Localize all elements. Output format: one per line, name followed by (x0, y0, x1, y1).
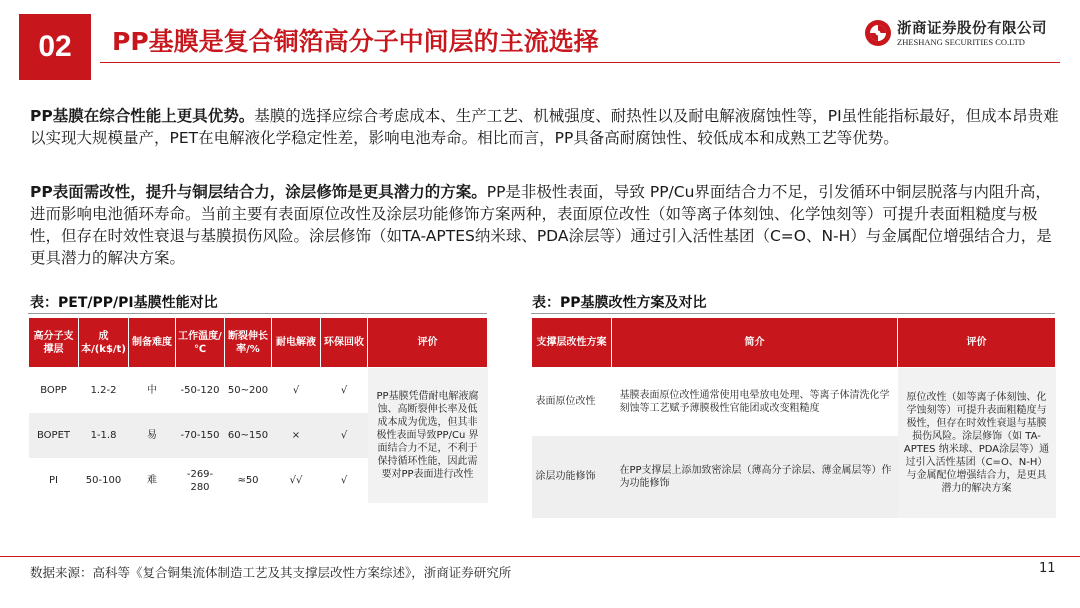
page-title: PP基膜是复合铜箔高分子中间层的主流选择 (112, 27, 599, 56)
table-row (532, 368, 1056, 436)
table-cell: √ (340, 385, 348, 396)
table-cell: BOPP (40, 385, 67, 396)
column-header: 评价 (368, 318, 488, 368)
table-cell: 涂层功能修饰 (532, 436, 612, 518)
table-cell: BOPET (29, 413, 79, 458)
footer-divider (0, 556, 1080, 557)
column-header: 工作温度/℃ (176, 318, 225, 368)
column-header: 评价 (898, 318, 1056, 368)
title-divider (100, 62, 1060, 63)
table-cell: 难 (147, 475, 157, 486)
column-header: 支撑层改性方案 (532, 318, 612, 368)
film-performance-table (28, 317, 488, 503)
table-row (29, 368, 488, 414)
paragraph-lead: PP基膜在综合性能上更具优势。 (30, 107, 255, 125)
table-cell: √√ (289, 475, 303, 486)
table-cell: 60~150 (225, 413, 272, 458)
paragraph-lead: PP表面需改性，提升与铜层结合力，涂层修饰是更具潜力的方案。 (30, 183, 487, 201)
paragraph-pp-advantage (30, 105, 1060, 149)
table2-caption: 表：PP基膜改性方案及对比 (532, 295, 707, 311)
table-cell: √ (340, 475, 348, 486)
section-number-badge: 02 (19, 14, 91, 80)
column-header: 制备难度 (129, 318, 176, 368)
data-source-note: 数据来源：高科等《复合铜集流体制造工艺及其支撑层改性方案综述》，浙商证券研究所 (30, 565, 512, 580)
table-cell: 1.2-2 (90, 385, 117, 396)
column-header: 简介 (612, 318, 898, 368)
logo-english-name: ZHESHANG SECURITIES CO.LTD (897, 37, 1025, 47)
column-header: 环保回收 (321, 318, 368, 368)
table-cell: 易 (129, 413, 176, 458)
company-logo (864, 17, 1064, 55)
modification-scheme-table (531, 317, 1056, 518)
column-header: 断裂伸长率/% (225, 318, 272, 368)
table-cell: 50-100 (85, 475, 122, 486)
table-cell: 1-1.8 (79, 413, 129, 458)
evaluation-cell: 原位改性（如等离子体刻蚀、化学蚀刻等）可提升表面粗糙度与极性，但存在时效性衰退与基膜损伤风险。涂层修饰（如 TA-APTES 纳米球、PDA涂层等）通过引入活性基团（C=O、N-H）与金属配位增强结合力，是更具潜力的解决方案 (898, 368, 1056, 518)
table-cell: -269-280 (186, 468, 214, 493)
table-cell: 50~200 (227, 385, 269, 396)
paragraph-surface-modification (30, 181, 1060, 269)
logo-chinese-name: 浙商证券股份有限公司 (897, 21, 1047, 37)
column-header: 高分子支撑层 (29, 318, 79, 368)
column-header: 成本/(k$/t) (79, 318, 129, 368)
table-cell: √ (292, 385, 300, 396)
table-cell: × (272, 413, 321, 458)
table-cell: -70-150 (176, 413, 225, 458)
paragraph-body: PP是非极性表面，导致 PP/Cu界面结合力不足，引发循环中铜层脱落与内阻升高，进而影响电池循环寿命。当前主要有表面原位改性及涂层功能修饰方案两种，表面原位改性（如等离子体刻蚀、化学蚀刻等）可提升表面粗糙度与极性，但存在时效性衰退与基膜损伤风险。涂层修饰（如TA-APTES纳米球、PDA涂层等）通过引入活性基团（C=O、N-H）与金属配位增强结合力，是更具潜力的解决方案。 (30, 183, 1052, 267)
table1-caption: 表：PET/PP/PI基膜性能对比 (30, 295, 218, 311)
table-cell: 在PP支撑层上添加致密涂层（薄高分子涂层、薄金属层等）作为功能修饰 (612, 436, 898, 518)
table2-caption-rule (531, 313, 1055, 314)
table-header-row (29, 318, 488, 368)
table-cell: ≈50 (237, 475, 259, 486)
table1-caption-rule (28, 313, 487, 314)
paragraph-body: 基膜的选择应综合考虑成本、生产工艺、机械强度、耐热性以及耐电解液腐蚀性等，PI虽性能指标最好，但成本昂贵难以实现大规模量产，PET在电解液化学稳定性差，影响电池寿命。相比而言，PP具备高耐腐蚀性、较低成本和成熟工艺等优势。 (30, 107, 1059, 147)
table-cell: 基膜表面原位改性通常使用电晕放电处理、等离子体清洗化学刻蚀等工艺赋予薄膜极性官能团或改变粗糙度 (619, 389, 890, 414)
page-number: 11 (1039, 561, 1056, 576)
evaluation-cell: PP基膜凭借耐电解液腐蚀、高断裂伸长率及低成本成为优选，但其非极性表面导致PP/Cu 界面结合力不足，不利于保持循环性能，因此需要对PP表面进行改性 (368, 368, 488, 504)
table-cell: 表面原位改性 (535, 396, 596, 408)
table-header-row (532, 318, 1056, 368)
table-cell: -50-120 (180, 385, 220, 396)
table-cell: √ (321, 413, 368, 458)
zheshang-logo-icon (864, 19, 892, 47)
table-cell: 中 (147, 385, 157, 396)
table-cell: PI (49, 475, 58, 486)
column-header: 耐电解液 (272, 318, 321, 368)
